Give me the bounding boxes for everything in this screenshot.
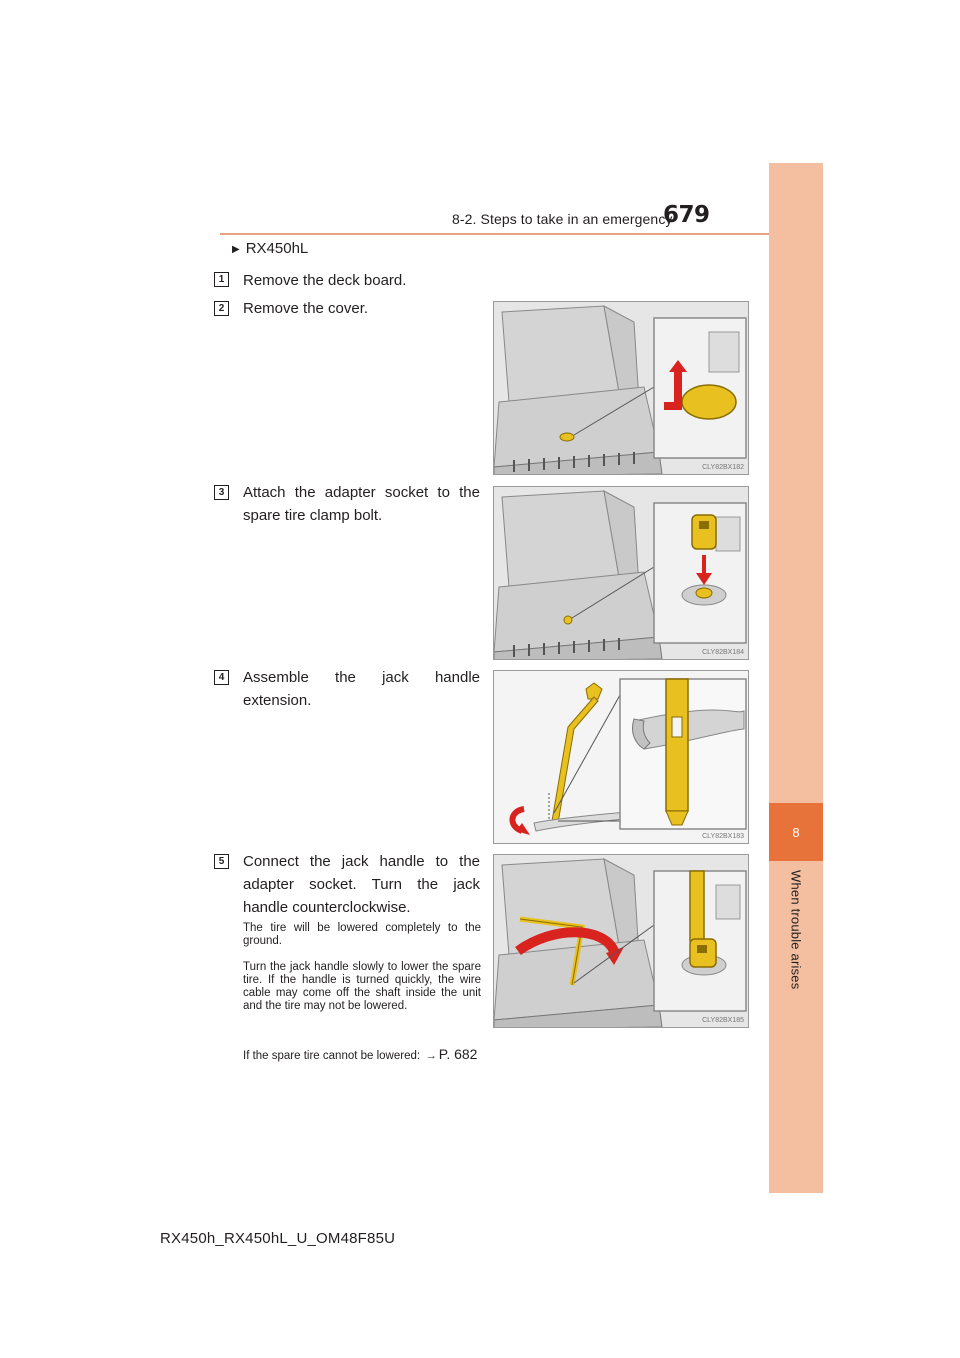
cargo-cover-drawing bbox=[494, 302, 749, 475]
step-text-5: Connect the jack handle to the adapter socket. Turn the jack handle counterclockwise. bbox=[243, 853, 480, 916]
note-caution: Turn the jack handle slowly to lower the spare tire. If the handle is turned quickly, the wire cable may come off the shaft inside the unit and the tire may not be lowered. bbox=[243, 961, 481, 1012]
chapter-label: When trouble arises bbox=[788, 870, 804, 990]
adapter-socket-drawing bbox=[494, 487, 749, 660]
reference-page: P. 682 bbox=[438, 1046, 478, 1062]
illustration-code: CLY82BX185 bbox=[702, 1017, 744, 1024]
arrow-right-icon: → bbox=[425, 1050, 437, 1062]
section-title: 8-2. Steps to take in an emergency bbox=[452, 211, 673, 227]
variant-heading bbox=[232, 240, 308, 257]
illustration-code: CLY82BX184 bbox=[702, 649, 744, 656]
illustration-jack-handle bbox=[493, 670, 749, 844]
step-text-2: Remove the cover. bbox=[243, 300, 369, 317]
chapter-side-tab bbox=[769, 163, 823, 1193]
illustration-remove-cover bbox=[493, 301, 749, 475]
note-lowered: The tire will be lowered completely to the ground. bbox=[243, 922, 481, 947]
step-number-1: 1 bbox=[214, 272, 229, 287]
step-text-1: Remove the deck board. bbox=[243, 272, 407, 289]
step-text-4: Assemble the jack handle extension. bbox=[243, 669, 480, 709]
header-rule bbox=[220, 233, 823, 235]
cross-reference bbox=[243, 1046, 477, 1062]
turn-handle-drawing bbox=[494, 855, 749, 1028]
step-number-4: 4 bbox=[214, 670, 229, 685]
page-number: 679 bbox=[663, 202, 710, 228]
document-footer: RX450h_RX450hL_U_OM48F85U bbox=[160, 1230, 396, 1247]
illustration-code: CLY82BX182 bbox=[702, 464, 744, 471]
reference-text: If the spare tire cannot be lowered: bbox=[243, 1050, 421, 1062]
illustration-attach-adapter bbox=[493, 486, 749, 660]
step-text-3: Attach the adapter socket to the spare tire clamp bolt. bbox=[243, 484, 480, 524]
triangle-bullet-icon: ▶ bbox=[232, 244, 240, 255]
jack-handle-drawing bbox=[494, 671, 749, 844]
illustration-code: CLY82BX183 bbox=[702, 833, 744, 840]
illustration-turn-handle bbox=[493, 854, 749, 1028]
variant-label: RX450hL bbox=[245, 240, 309, 257]
step-number-2: 2 bbox=[214, 301, 229, 316]
chapter-number: 8 bbox=[769, 803, 823, 861]
step-number-5: 5 bbox=[214, 854, 229, 869]
step-number-3: 3 bbox=[214, 485, 229, 500]
